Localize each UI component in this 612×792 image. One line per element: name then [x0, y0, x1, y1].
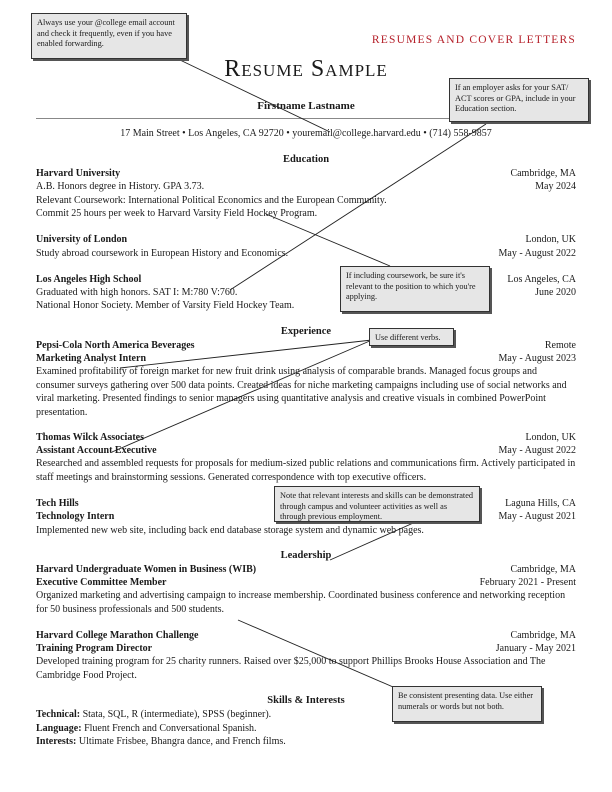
- exp-3-description: Implemented new web site, including back end database storage system and dynamic web pages.: [36, 525, 424, 536]
- exp-3-location: Laguna Hills, CA: [505, 498, 576, 509]
- page-title: Resume Sample: [224, 56, 388, 82]
- exp-1-location: Remote: [544, 340, 576, 351]
- lead-2-date: January - May 2021: [495, 643, 576, 654]
- edu-1-commitment: Commit 25 hours per week to Harvard Varsity Field Hockey Program.: [36, 208, 318, 219]
- edu-3-honors: National Honor Society. Member of Varsity Field Hockey Team.: [36, 300, 295, 311]
- candidate-name: Firstname Lastname: [257, 100, 355, 112]
- callout-email: Always use your @college email account and check it frequently, even if you have enabled forwarding.: [31, 13, 187, 59]
- exp-1-date: May - August 2023: [498, 353, 576, 364]
- exp-3-role: Technology Intern: [36, 511, 115, 522]
- callout-interests: Note that relevant interests and skills can be demonstrated through campus and volunteer activities as well as through previous employment.: [274, 486, 480, 522]
- edu-3-location: Los Angeles, CA: [507, 274, 576, 285]
- lead-1-description: Organized marketing and advertising campaign to increase membership. Coordinated business conference and networking reception for 50 business professionals and 500 students.: [36, 590, 566, 615]
- exp-3-date: May - August 2021: [498, 511, 576, 522]
- edu-1-location: Cambridge, MA: [510, 168, 576, 179]
- exp-1-description: Examined profitability of foreign market for new fruit drink using analysis of comparable brands. Managed focus groups and consumer surveys gathering over 500 data points. Created ideas for niche marketing campaigns including use of social networks and viral marketing. Presented findings to senior managers using quantitative analysis and creative visuals in combined PowerPoint presentation.: [36, 366, 567, 418]
- skills-language-value: Fluent French and Conversational Spanish.: [81, 723, 257, 734]
- exp-1-org: Pepsi-Cola North America Beverages: [36, 340, 195, 351]
- callout-sat: If an employer asks for your SAT/ ACT scores or GPA, include in your Education section.: [449, 78, 589, 122]
- leadership-heading: Leadership: [280, 550, 332, 561]
- exp-2-location: London, UK: [525, 432, 576, 443]
- callout-verbs: Use different verbs.: [369, 328, 454, 346]
- exp-1-role: Marketing Analyst Intern: [36, 353, 146, 364]
- lead-1-role: Executive Committee Member: [36, 577, 167, 588]
- skills-technical-label: Technical:: [36, 709, 81, 720]
- contact-line: 17 Main Street • Los Angeles, CA 92720 • youremail@college.harvard.edu • (714) 558-9857: [120, 128, 492, 139]
- edu-3-date: June 2020: [535, 287, 576, 298]
- skills-interests-label: Interests:: [36, 736, 77, 747]
- skills-language-label: Language:: [36, 723, 82, 734]
- edu-2-school: University of London: [36, 234, 128, 245]
- edu-2-date: May - August 2022: [498, 248, 576, 259]
- leader-coursework: [266, 214, 390, 266]
- edu-3-line1: Graduated with high honors. SAT I: M:780 V:760.: [36, 287, 238, 298]
- leader-verbs: [120, 340, 372, 368]
- edu-2-line1: Study abroad coursework in European History and Economics.: [36, 248, 289, 259]
- exp-2-org: Thomas Wilck Associates: [36, 432, 144, 443]
- skills-technical-value: Stata, SQL, R (intermediate), SPSS (beginner).: [80, 709, 272, 720]
- callout-consistent: Be consistent presenting data. Use either numerals or words but not both.: [392, 686, 542, 722]
- experience-heading: Experience: [280, 326, 332, 337]
- callout-coursework: If including coursework, be sure it's relevant to the position to which you're applying.: [340, 266, 490, 312]
- lead-2-description: Developed training program for 25 charity runners. Raised over $25,000 to support Phillips Brooks House Association and The Cambridge Food Project.: [36, 656, 546, 681]
- edu-1-school: Harvard University: [36, 168, 121, 179]
- leader-thomas: [112, 340, 372, 452]
- exp-3-org: Tech Hills: [36, 498, 79, 509]
- education-heading: Education: [282, 154, 330, 165]
- edu-1-date: May 2024: [535, 181, 576, 192]
- edu-3-school: Los Angeles High School: [36, 274, 142, 285]
- section-label: RESUMES AND COVER LETTERS: [371, 34, 576, 46]
- lead-1-org: Harvard Undergraduate Women in Business (WIB): [36, 564, 257, 575]
- skills-heading: Skills & Interests: [267, 695, 345, 706]
- edu-1-line1: A.B. Honors degree in History. GPA 3.73.: [36, 181, 205, 192]
- lead-2-location: Cambridge, MA: [510, 630, 576, 641]
- leader-interests: [330, 520, 420, 560]
- leader-consistent: [238, 620, 400, 690]
- leader-email: [180, 60, 330, 132]
- exp-2-description: Researched and assembled requests for proposals for medium-sized public relations and communications firm. Actively participated in staff meetings and brainstorming sessions. Generated correspondence with top executive officers.: [36, 458, 576, 483]
- lead-1-location: Cambridge, MA: [510, 564, 576, 575]
- exp-2-date: May - August 2022: [498, 445, 576, 456]
- exp-2-role: Assistant Account Executive: [36, 445, 157, 456]
- lead-2-role: Training Program Director: [36, 643, 153, 654]
- lead-2-org: Harvard College Marathon Challenge: [36, 630, 199, 641]
- edu-1-coursework: Relevant Coursework: International Political Economics and the European Community.: [36, 195, 387, 206]
- edu-2-location: London, UK: [525, 234, 576, 245]
- lead-1-date: February 2021 - Present: [479, 577, 576, 588]
- skills-interests-value: Ultimate Frisbee, Bhangra dance, and French films.: [76, 736, 286, 747]
